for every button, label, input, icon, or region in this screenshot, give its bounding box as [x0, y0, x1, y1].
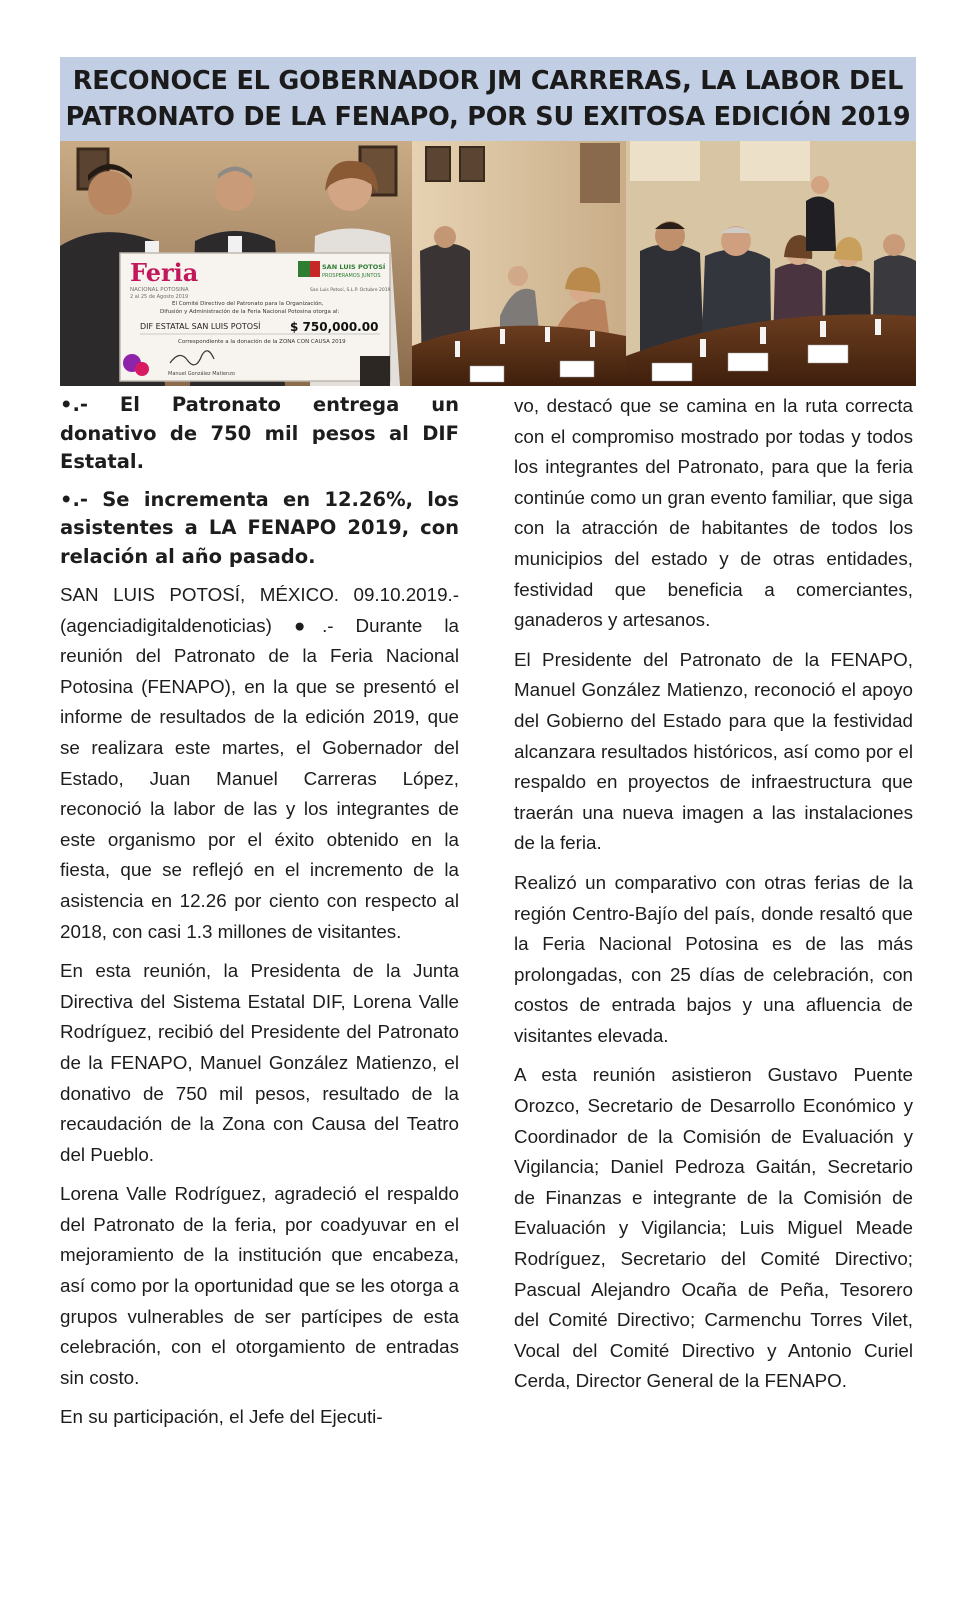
check-concept: Correspondiente a la donación de la ZONA CON CAUSA 2019	[178, 339, 346, 345]
meeting-photo-left	[412, 141, 626, 386]
paragraph-governor-end: vo, destacó que se camina en la ruta correcta con el compromiso mostrado por todas y todos los integrantes del Patronato, para que la feria continúe como un gran evento familiar, que siga con la atracción de habitantes de todos los municipios del estado y de otras entidades, festividad que beneficia a comerciantes, ganaderos y artesanos.	[514, 395, 913, 631]
bullet-donation: •.- El Patronato entrega un donativo de 750 mil pesos al DIF Estatal.	[60, 393, 459, 473]
check-payee: DIF ESTATAL SAN LUIS POTOSÍ	[140, 322, 261, 331]
donation-check	[120, 253, 391, 381]
check-line-1: El Comité Directivo del Patronato para la Organización,	[172, 301, 324, 307]
check-feria-logo: Feria	[130, 258, 199, 287]
check-feria-sub: NACIONAL POTOSINA	[130, 287, 189, 293]
check-feria-dates: 2 al 25 de Agosto 2019	[130, 294, 189, 300]
paragraph-thanks: Lorena Valle Rodríguez, agradeció el respaldo del Patronato de la feria, por coadyuvar en el mejoramiento de la institución que encabeza, así como por la oportunidad que se les otorga a grupos vulnerables de ser partícipes de esta celebración, con el otorgamiento de entradas sin costo.	[60, 1183, 459, 1388]
check-gov-logo: SAN LUIS POTOSÍ	[322, 263, 386, 271]
check-photo	[60, 141, 412, 386]
check-amount: $ 750,000.00	[290, 320, 379, 334]
meeting-photo-right	[626, 141, 916, 386]
check-line-2: Difusión y Administración de la Feria Nacional Potosina otorga al:	[160, 309, 340, 315]
photo-collage	[60, 141, 916, 386]
bullet-attendance: •.- Se incrementa en 12.26%, los asistentes a LA FENAPO 2019, con relación al año pasado.	[60, 487, 459, 568]
headline-banner	[60, 57, 916, 141]
check-signer: Manuel González Matienzo	[168, 371, 235, 377]
paragraph-governor-start: En su participación, el Jefe del Ejecuti-	[60, 1406, 383, 1428]
paragraph-attendees: A esta reunión asistieron Gustavo Puente Orozco, Secretario de Desarrollo Económico y Coordinador de la Comisión de Evaluación y Vigilancia; Daniel Pedroza Gaitán, Secretario de Finanzas e integrante de la Comisión de Evaluación y Vigilancia; Luis Miguel Meade Rodríguez, Secretario del Comité Directivo; Pascual Alejandro Ocaña de Peña, Tesorero del Comité Directivo; Carmenchu Torres Vilet, Vocal del Comité Directivo y Antonio Curiel Cerda, Director General de la FENAPO.	[514, 1064, 913, 1392]
article-column-left	[60, 391, 459, 1442]
check-gov-sub: PROSPERAMOS JUNTOS	[322, 273, 381, 279]
paragraph-president: El Presidente del Patronato de la FENAPO, Manuel González Matienzo, reconoció el apoyo del Gobierno del Estado para que la festividad alcanzara resultados históricos, así como por el respaldo en proyectos de infraestructura que traerán una nueva imagen a las instalaciones de la feria.	[514, 648, 913, 854]
headline-line-2: PATRONATO DE LA FENAPO, POR SU EXITOSA EDICIÓN 2019	[65, 102, 911, 132]
paragraph-lead: SAN LUIS POTOSÍ, MÉXICO. 09.10.2019.- (agenciadigitaldenoticias) ●.- Durante la reunión del Patronato de la Feria Nacional Potosina (FENAPO), en la que se presentó el informe de resultados de la edición 2019, que se realizara este martes, el Gobernador del Estado, Juan Manuel Carreras López, reconoció la labor de las y los integrantes de este organismo por el éxito obtenido en la fiesta, que se reflejó en el incremento de la asistencia en 12.26 por ciento con respecto al 2018, con casi 1.3 millones de visitantes.	[60, 584, 459, 942]
headline-line-1: RECONOCE EL GOBERNADOR JM CARRERAS, LA LABOR DEL	[72, 66, 904, 96]
check-place-date: San Luis Potosí, S.L.P. Octubre 2019	[310, 288, 391, 293]
paragraph-comparison: Realizó un comparativo con otras ferias de la región Centro-Bajío del país, donde resaltó que la Feria Nacional Potosina es de las más prolongadas, con 25 días de celebración, con costos de entrada bajos y una afluencia de visitantes elevada.	[514, 871, 913, 1046]
paragraph-donation: En esta reunión, la Presidenta de la Junta Directiva del Sistema Estatal DIF, Lorena Valle Rodríguez, recibió del Presidente del Patronato de la FENAPO, Manuel González Matienzo, el donativo de 750 mil pesos, resultado de la recaudación de la Zona con Causa del Teatro del Pueblo.	[60, 960, 459, 1165]
article-column-right	[514, 391, 913, 1406]
